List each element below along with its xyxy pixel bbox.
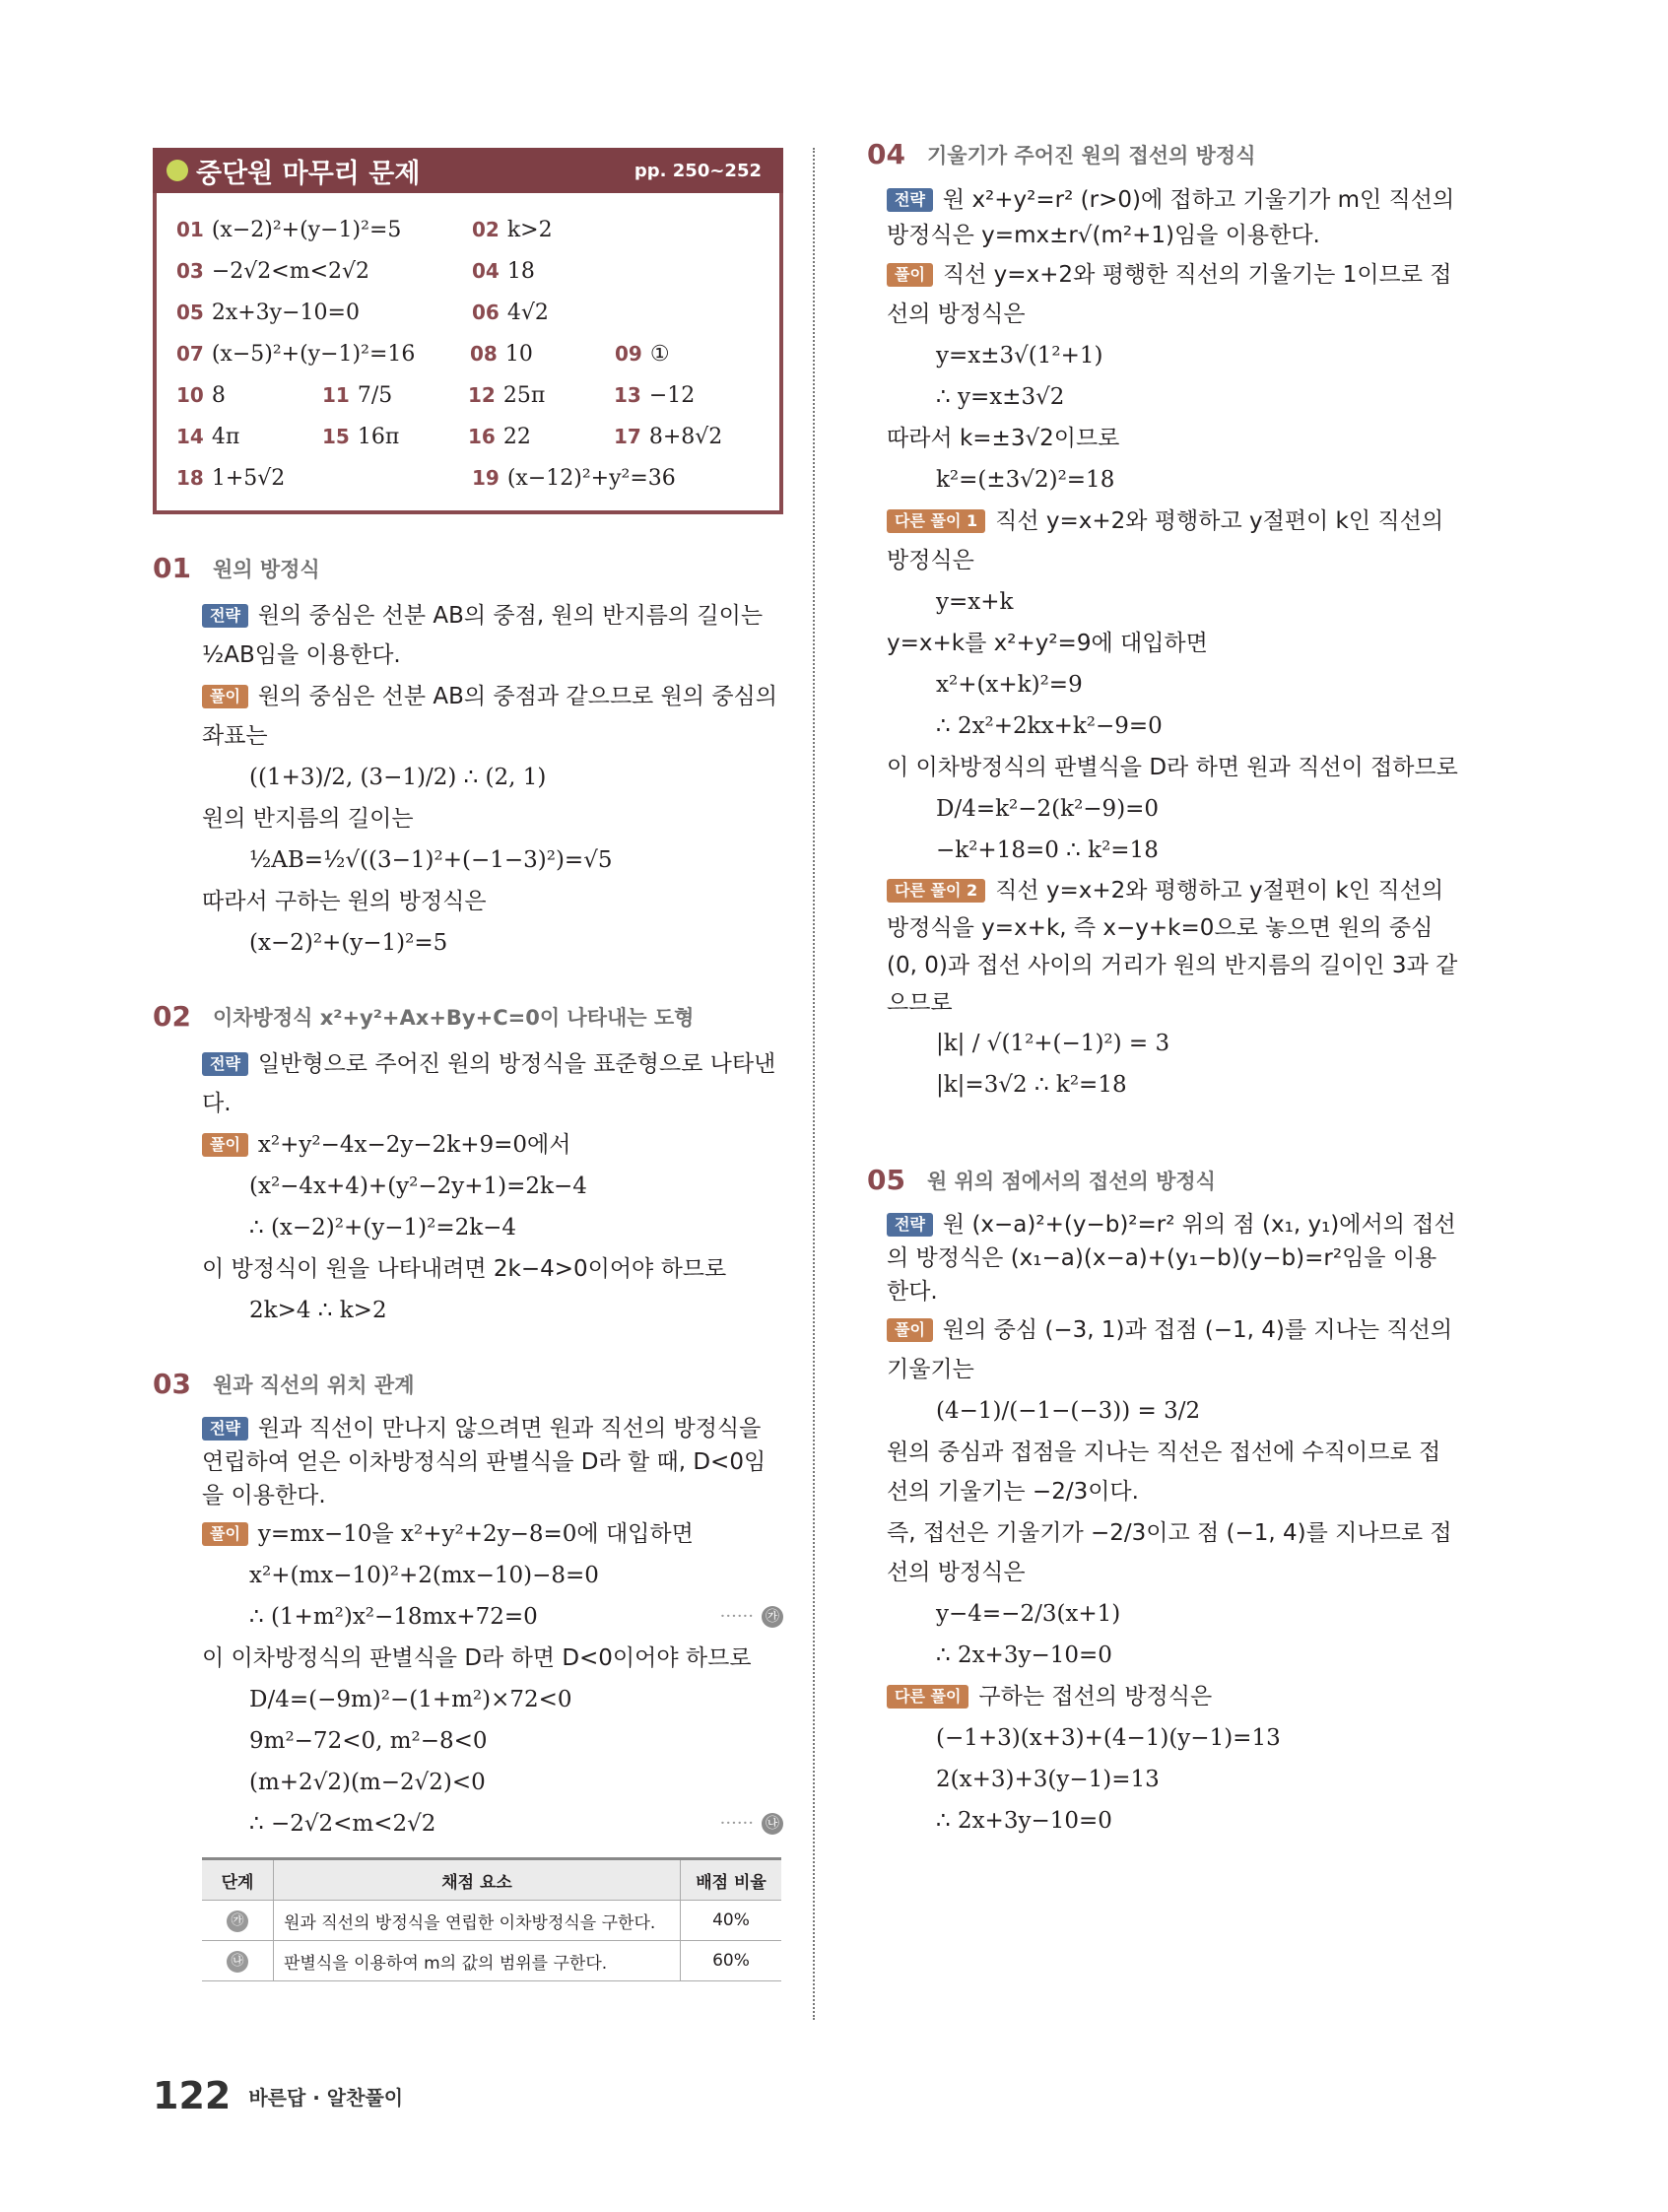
problem-03 bbox=[153, 1368, 783, 1981]
answer-value: 1+5√2 bbox=[211, 465, 286, 491]
answer-box bbox=[153, 193, 783, 514]
equation: ∴ (x−2)²+(y−1)²=2k−4 bbox=[249, 1215, 517, 1240]
answer-value: 4π bbox=[211, 424, 240, 449]
problem-title: 기울기가 주어진 원의 접선의 방정식 bbox=[926, 143, 1256, 168]
answer-row bbox=[176, 416, 760, 457]
answer-item bbox=[472, 466, 689, 491]
solution-text: 이 이차방정식의 판별식을 D라 하면 D<0이어야 하므로 bbox=[202, 1645, 752, 1671]
strategy-text: 원 x²+y²=r² (r>0)에 접하고 기울기가 m인 직선의 방정식은 y=mx±r√(m²+1)임을 이용한다. bbox=[887, 187, 1455, 248]
answer-number: 11 bbox=[322, 383, 350, 407]
equation: (m+2√2)(m−2√2)<0 bbox=[249, 1770, 486, 1795]
answer-number: 02 bbox=[472, 218, 500, 241]
strategy-text: 원의 중심은 선분 AB의 중점, 원의 반지름의 길이는 ½AB임을 이용한다. bbox=[202, 603, 764, 668]
answer-value: 10 bbox=[504, 341, 533, 367]
strategy-badge: 전략 bbox=[202, 604, 248, 628]
table-header: 채점 요소 bbox=[274, 1859, 681, 1901]
answer-item bbox=[470, 342, 615, 367]
decoration-icon bbox=[167, 160, 188, 181]
answer-item bbox=[615, 342, 760, 367]
problem-05 bbox=[867, 1164, 1458, 1841]
answer-number: 08 bbox=[469, 342, 498, 366]
answer-row bbox=[176, 250, 760, 292]
equation: 2(x+3)+3(y−1)=13 bbox=[936, 1767, 1160, 1792]
solution-text: 즉, 접선은 기울기가 −2/3이고 점 (−1, 4)를 지나므로 접선의 방정식은 bbox=[887, 1520, 1452, 1585]
step-marker: ㉯ bbox=[227, 1951, 248, 1973]
answer-value: 2x+3y−10=0 bbox=[211, 300, 360, 325]
table-header: 단계 bbox=[202, 1859, 274, 1901]
answer-number: 16 bbox=[468, 425, 496, 448]
equation: D/4=(−9m)²−(1+m²)×72<0 bbox=[249, 1687, 572, 1712]
answer-number: 17 bbox=[614, 425, 641, 448]
answer-value: ① bbox=[649, 341, 670, 367]
equation: ½AB=½√((3−1)²+(−1−3)²)=√5 bbox=[249, 847, 613, 873]
answer-value: (x−12)²+y²=36 bbox=[506, 465, 676, 491]
answer-value: 8 bbox=[211, 382, 226, 408]
answer-box-header bbox=[153, 148, 783, 193]
answer-value: 16π bbox=[357, 424, 400, 449]
answer-number: 05 bbox=[176, 301, 204, 324]
solution-text: 이 이차방정식의 판별식을 D라 하면 원과 직선이 접하므로 bbox=[887, 755, 1458, 780]
equation: y=x+k bbox=[936, 589, 1014, 615]
step-marker: ㉮ bbox=[762, 1606, 783, 1628]
right-column bbox=[867, 138, 1458, 1843]
equation: ((1+3)/2, (3−1)/2) ∴ (2, 1) bbox=[249, 765, 547, 790]
answer-item bbox=[176, 425, 322, 449]
equation: ∴ 2x²+2kx+k²−9=0 bbox=[936, 713, 1163, 739]
page-number: 122 bbox=[153, 2074, 232, 2117]
equation: ∴ y=x±3√2 bbox=[936, 384, 1065, 410]
problem-02 bbox=[153, 1000, 783, 1330]
problem-number: 02 bbox=[153, 1000, 191, 1033]
answer-number: 15 bbox=[322, 425, 350, 448]
answer-number: 04 bbox=[472, 259, 500, 283]
answer-row bbox=[176, 457, 760, 499]
equation: y=mx−10을 x²+y²+2y−8=0에 대입하면 bbox=[257, 1521, 694, 1547]
leader-dots: ······ bbox=[719, 1813, 754, 1834]
answer-row bbox=[176, 374, 760, 416]
equation: y−4=−2/3(x+1) bbox=[936, 1601, 1121, 1627]
table-row bbox=[202, 1941, 781, 1981]
problem-title: 원과 직선의 위치 관계 bbox=[212, 1373, 415, 1397]
equation: (4−1)/(−1−(−3)) = 3/2 bbox=[936, 1398, 1201, 1424]
table-row bbox=[202, 1901, 781, 1941]
solution-text: 구하는 접선의 방정식은 bbox=[978, 1684, 1213, 1709]
answer-item bbox=[468, 383, 614, 408]
answer-number: 13 bbox=[614, 383, 641, 407]
equation: x²+y²−4x−2y−2k+9=0에서 bbox=[257, 1132, 571, 1158]
equation: (−1+3)(x+3)+(4−1)(y−1)=13 bbox=[936, 1725, 1281, 1751]
equation: D/4=k²−2(k²−9)=0 bbox=[936, 796, 1160, 822]
problem-number: 03 bbox=[153, 1368, 191, 1400]
problem-title: 원 위의 점에서의 접선의 방정식 bbox=[926, 1169, 1216, 1193]
solution-badge: 풀이 bbox=[202, 685, 248, 708]
problem-04 bbox=[867, 138, 1458, 1105]
solution-text: 직선 y=x+2와 평행하고 y절편이 k인 직선의 방정식을 y=x+k, 즉 x−y+k=0으로 놓으면 원의 중심 (0, 0)과 접선 사이의 거리가 원의 반지름의 길이인 3과 같으므로 bbox=[887, 878, 1458, 1016]
answer-item bbox=[322, 383, 468, 408]
answer-value: 22 bbox=[502, 424, 531, 449]
answer-value: −12 bbox=[648, 382, 696, 408]
strategy-badge: 전략 bbox=[202, 1052, 248, 1076]
strategy-badge: 전략 bbox=[887, 188, 933, 212]
answer-item bbox=[176, 383, 322, 408]
leader-dots: ······ bbox=[719, 1606, 754, 1627]
strategy-text: 원 (x−a)²+(y−b)²=r² 위의 점 (x₁, y₁)에서의 접선의 방정식은 (x₁−a)(x−a)+(y₁−b)(y−b)=r²임을 이용한다. bbox=[887, 1212, 1456, 1305]
left-column bbox=[153, 148, 783, 1981]
equation: (x−2)²+(y−1)²=5 bbox=[249, 930, 448, 956]
answer-item bbox=[614, 425, 760, 449]
answer-item bbox=[472, 301, 689, 325]
solution-text: 따라서 k=±3√2이므로 bbox=[887, 426, 1120, 451]
equation: ∴ (1+m²)x²−18mx+72=0 bbox=[249, 1604, 538, 1630]
answer-number: 18 bbox=[176, 466, 204, 490]
answer-number: 12 bbox=[468, 383, 496, 407]
equation: 2k>4 ∴ k>2 bbox=[249, 1298, 387, 1323]
solution-badge: 풀이 bbox=[887, 263, 933, 287]
step-marker: ㉯ bbox=[762, 1813, 783, 1835]
answer-item bbox=[176, 342, 470, 367]
answer-value: 8+8√2 bbox=[648, 424, 723, 449]
solution-text: 원의 중심 (−3, 1)과 접점 (−1, 4)를 지나는 직선의 기울기는 bbox=[887, 1317, 1453, 1382]
alt-solution-badge: 다른 풀이 bbox=[887, 1685, 968, 1709]
equation: −k²+18=0 ∴ k²=18 bbox=[936, 838, 1159, 863]
solution-text: 직선 y=x+2와 평행한 직선의 기울기는 1이므로 접선의 방정식은 bbox=[887, 262, 1452, 327]
problem-number: 04 bbox=[867, 138, 905, 170]
answer-box-pages: pp. 250~252 bbox=[634, 160, 762, 181]
strategy-badge: 전략 bbox=[887, 1213, 933, 1237]
equation: |k|=3√2 ∴ k²=18 bbox=[936, 1072, 1127, 1098]
problem-number: 01 bbox=[153, 552, 191, 584]
equation: ∴ 2x+3y−10=0 bbox=[936, 1808, 1112, 1834]
answer-item bbox=[468, 425, 614, 449]
answer-number: 01 bbox=[176, 218, 204, 241]
solution-text: y=x+k를 x²+y²=9에 대입하면 bbox=[887, 631, 1208, 656]
answer-value: 7/5 bbox=[357, 382, 393, 408]
equation: ∴ −2√2<m<2√2 bbox=[249, 1811, 436, 1837]
strategy-badge: 전략 bbox=[202, 1417, 248, 1441]
solution-text: 원의 반지름의 길이는 bbox=[202, 806, 414, 832]
answer-number: 10 bbox=[176, 383, 204, 407]
answer-item bbox=[176, 301, 472, 325]
equation: k²=(±3√2)²=18 bbox=[936, 467, 1115, 493]
answer-row bbox=[176, 209, 760, 250]
solution-text: 원의 중심과 접점을 지나는 직선은 접선에 수직이므로 접선의 기울기는 −2/3이다. bbox=[887, 1440, 1441, 1505]
answer-row bbox=[176, 292, 760, 333]
equation: x²+(x+k)²=9 bbox=[936, 672, 1083, 698]
problem-01 bbox=[153, 552, 783, 963]
equation: y=x±3√(1²+1) bbox=[936, 343, 1103, 369]
grading-table bbox=[202, 1857, 781, 1981]
answer-item bbox=[322, 425, 468, 449]
answer-value: 25π bbox=[502, 382, 546, 408]
answer-value: (x−5)²+(y−1)²=16 bbox=[211, 341, 416, 367]
answer-item bbox=[176, 259, 472, 284]
answer-number: 09 bbox=[614, 342, 642, 366]
problem-title: 원의 방정식 bbox=[212, 557, 320, 581]
answer-value: 18 bbox=[506, 258, 535, 284]
answer-value: (x−2)²+(y−1)²=5 bbox=[211, 217, 402, 242]
answer-value: −2√2<m<2√2 bbox=[211, 258, 370, 284]
step-marker: ㉮ bbox=[227, 1910, 248, 1932]
footer-text: 바른답 · 알찬풀이 bbox=[248, 2085, 404, 2110]
answer-number: 19 bbox=[472, 466, 500, 490]
solution-badge: 풀이 bbox=[202, 1133, 248, 1157]
alt-solution-badge: 다른 풀이 1 bbox=[887, 509, 985, 533]
equation: ∴ 2x+3y−10=0 bbox=[936, 1642, 1112, 1668]
alt-solution-badge: 다른 풀이 2 bbox=[887, 879, 985, 903]
solution-text: 직선 y=x+2와 평행하고 y절편이 k인 직선의 방정식은 bbox=[887, 508, 1444, 573]
strategy-text: 일반형으로 주어진 원의 방정식을 표준형으로 나타낸다. bbox=[202, 1051, 776, 1116]
solution-badge: 풀이 bbox=[887, 1318, 933, 1342]
table-cell: 60% bbox=[681, 1941, 782, 1981]
answer-number: 07 bbox=[176, 342, 204, 366]
table-cell: 원과 직선의 방정식을 연립한 이차방정식을 구한다. bbox=[274, 1901, 681, 1941]
answer-number: 14 bbox=[176, 425, 204, 448]
answer-item bbox=[472, 259, 689, 284]
table-cell: 40% bbox=[681, 1901, 782, 1941]
table-header: 배점 비율 bbox=[681, 1859, 782, 1901]
answer-item bbox=[176, 466, 472, 491]
problem-title: 이차방정식 x²+y²+Ax+By+C=0이 나타내는 도형 bbox=[212, 1005, 695, 1030]
answer-row bbox=[176, 333, 760, 374]
problem-number: 05 bbox=[867, 1164, 905, 1196]
solution-text: 원의 중심은 선분 AB의 중점과 같으므로 원의 중심의 좌표는 bbox=[202, 684, 777, 749]
equation: (x²−4x+4)+(y²−2y+1)=2k−4 bbox=[249, 1173, 587, 1199]
answer-item bbox=[614, 383, 760, 408]
solution-text: 따라서 구하는 원의 방정식은 bbox=[202, 889, 487, 914]
strategy-text: 원과 직선이 만나지 않으려면 원과 직선의 방정식을 연립하여 얻은 이차방정식의 판별식을 D라 할 때, D<0임을 이용한다. bbox=[202, 1416, 767, 1508]
table-cell: 판별식을 이용하여 m의 값의 범위를 구한다. bbox=[274, 1941, 681, 1981]
answer-value: k>2 bbox=[506, 217, 553, 242]
answer-box-title: 중단원 마무리 문제 bbox=[196, 158, 421, 189]
answer-item bbox=[472, 218, 689, 242]
answer-item bbox=[176, 218, 472, 242]
solution-text: 이 방정식이 원을 나타내려면 2k−4>0이어야 하므로 bbox=[202, 1256, 727, 1282]
equation: x²+(mx−10)²+2(mx−10)−8=0 bbox=[249, 1563, 599, 1588]
answer-number: 06 bbox=[472, 301, 500, 324]
equation: 9m²−72<0, m²−8<0 bbox=[249, 1728, 488, 1754]
answer-number: 03 bbox=[176, 259, 204, 283]
column-divider bbox=[813, 148, 815, 2020]
equation: |k| / √(1²+(−1)²) = 3 bbox=[936, 1031, 1170, 1056]
page-footer bbox=[153, 2074, 403, 2117]
solution-badge: 풀이 bbox=[202, 1522, 248, 1546]
answer-value: 4√2 bbox=[506, 300, 549, 325]
